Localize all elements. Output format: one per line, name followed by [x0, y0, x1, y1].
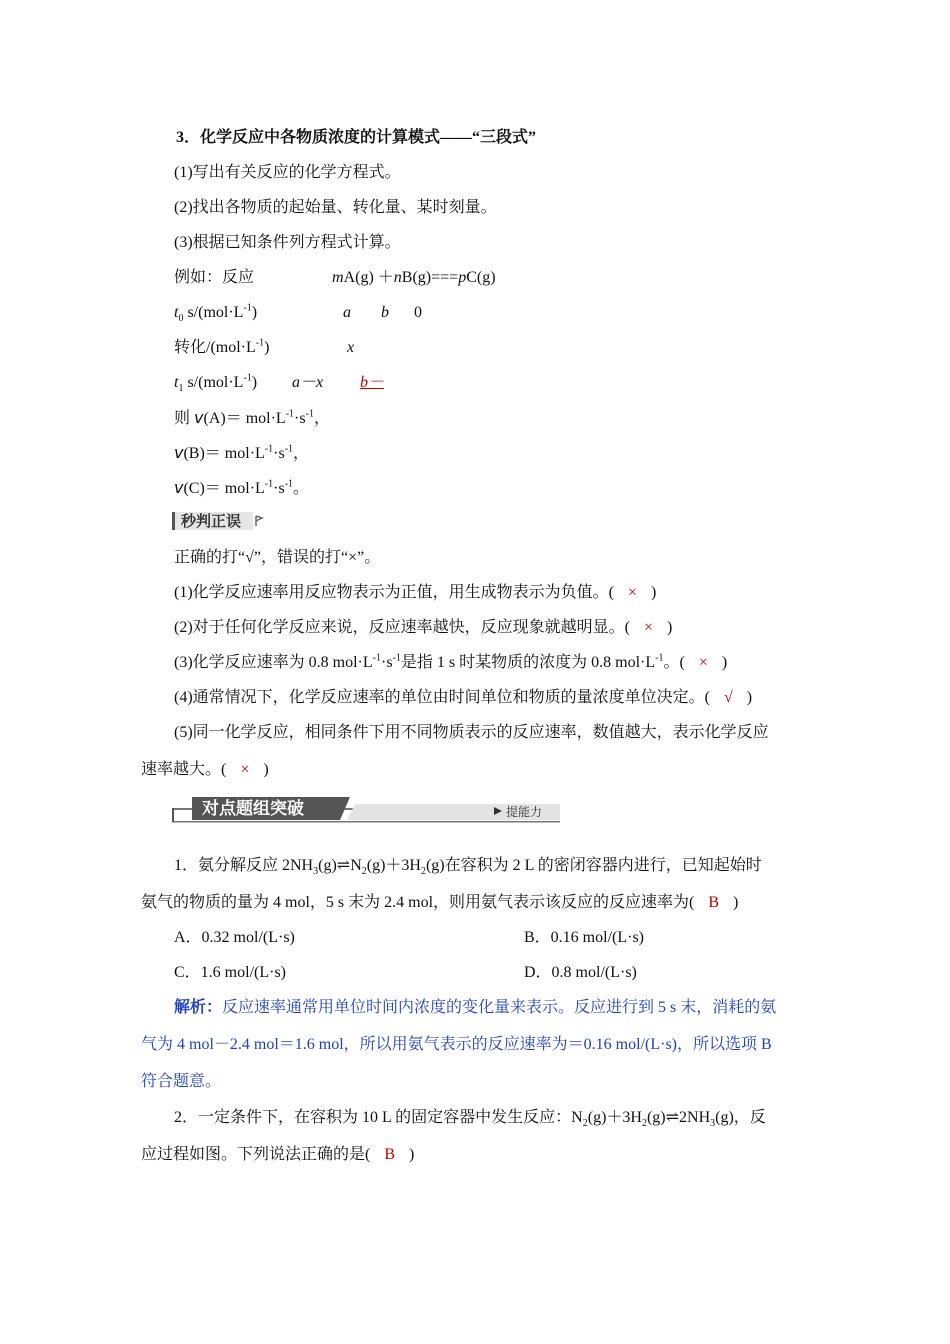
example-label: 例如：反应 [174, 269, 255, 286]
quick-judge-intro: 正确的打“√”，错误的打“×”。 [174, 549, 381, 566]
rate-b: $v(B)= mol\cdot L^{-1}\cdot s^{-1}$， [174, 443, 310, 462]
reaction-equation: mA(g) ＋nB(g)===pC(g) [332, 269, 496, 286]
judge-item-5-line1: (5)同一化学反应，相同条件下用不同物质表示的反应速率，数值越大，表示化学反应 [174, 724, 769, 741]
judge-item-2: (2)对于任何化学反应来说，反应速率越快，反应现象就越明显。( × ) [174, 619, 673, 636]
quick-judge-tag [172, 510, 266, 532]
row-t0-c: 0 [414, 304, 422, 321]
judge-item-5-line2: 速率越大。( × ) [141, 761, 269, 778]
q1-analysis-line2: 气为 4 mol－2.4 mol＝1.6 mol，所以用氨气表示的反应速率为＝0.16 mol/(L·s)，所以选项 B [141, 1036, 772, 1053]
judge-item-4: (4)通常情况下，化学反应速率的单位由时间单位和物质的量浓度单位决定。( √ ) [174, 689, 753, 706]
q1-option-c: C．1.6 mol/(L·s) [174, 964, 286, 981]
banner-right: 提能力 [506, 805, 543, 819]
judge-item-1: (1)化学反应速率用反应物表示为正值，用生成物表示为负值。( × ) [174, 584, 657, 601]
rate-a: 则 $v(A)= mol\cdot L^{-1}\cdot s^{-1}$， [174, 408, 330, 427]
q1-option-b: B．0.16 mol/(L·s) [524, 929, 644, 946]
step-3: (3)根据已知条件列方程式计算。 [174, 234, 401, 251]
row-t1-ax: a－x [292, 374, 324, 391]
q2-line1: 2．一定条件下，在容积为 10 L 的固定容器中发生反应：$N_2(g)+3H_2(g)\rightleftharpoons 2NH_3(g)$，反 [174, 1109, 766, 1130]
row-t0-a: a [343, 304, 351, 321]
row-t0-b: b [381, 304, 389, 321]
row-change-x: x [347, 339, 355, 356]
q2-line2: 应过程如图。下列说法正确的是( B ) [141, 1146, 415, 1163]
row-t0-label: $t_0$ $s/(mol\cdot L^{-1})$ [174, 302, 258, 325]
section-title: 3．化学反应中各物质浓度的计算模式——“三段式” [176, 129, 537, 146]
judge-item-3: (3)化学反应速率为 0.8 $mol\cdot L^{-1}\cdot s^{-1}$是指 1 s 时某物质的浓度为 0.8 $mol\cdot L^{-1}$。( × ) [174, 652, 728, 671]
row-t1-label: $t_1$ $s/(mol\cdot L^{-1})$ [174, 372, 258, 395]
section-banner [172, 794, 562, 824]
row-change-label: 转化$/(mol\cdot L^{-1})$ [174, 337, 270, 356]
q1-line2: 氨气的物质的量为 4 mol，5 s 末为 2.4 mol，则用氨气表示该反应的反应速率为( B ) [141, 894, 739, 911]
q1-option-d: D．0.8 mol/(L·s) [524, 964, 637, 981]
q1-line1: 1．氨分解反应 $2NH_3(g)\rightleftharpoons N_2(g)+3H_2(g)$在容积为 2 L 的密闭容器内进行，已知起始时 [174, 857, 762, 878]
rate-c: $v(C)= mol\cdot L^{-1}\cdot s^{-1}$。 [174, 478, 310, 497]
q1-analysis-line1: 解析：反应速率通常用单位时间内浓度的变化量来表示。反应进行到 5 s 末，消耗的氨 [174, 999, 777, 1016]
q1-analysis-line3: 符合题意。 [141, 1073, 222, 1090]
q1-option-a: A．0.32 mol/(L·s) [174, 929, 295, 946]
banner-title: 对点题组突破 [202, 799, 304, 819]
step-2: (2)找出各物质的起始量、转化量、某时刻量。 [174, 199, 497, 216]
step-1: (1)写出有关反应的化学方程式。 [174, 164, 401, 181]
row-t1-b-blank: b－ [360, 374, 385, 391]
quick-judge-tag-label: 秒判正误 [181, 512, 242, 530]
